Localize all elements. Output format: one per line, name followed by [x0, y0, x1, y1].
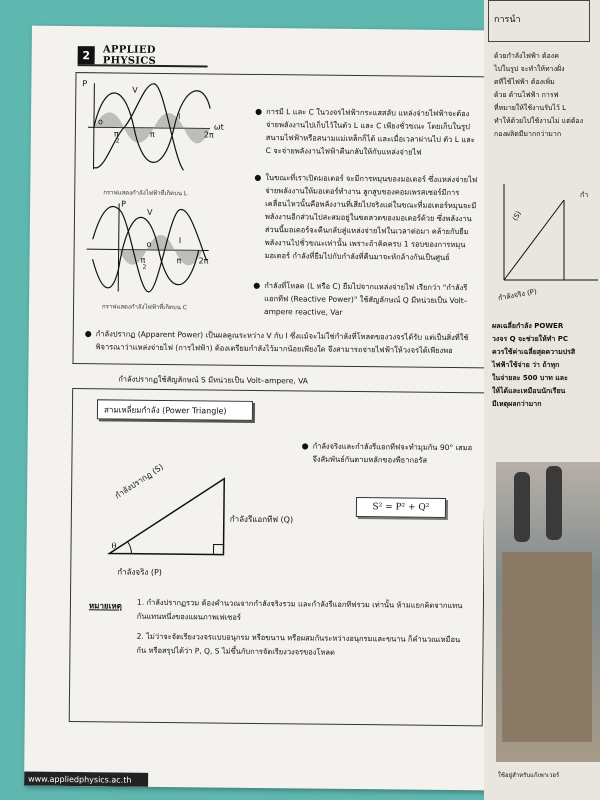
graph1-caption: กราฟแสดงกำลังไฟฟ้าที่เกิดบน L [103, 189, 188, 198]
right-line: ที่หมายให้ใช้งานรับไว้ L [494, 104, 566, 112]
right-mid-line: วงจร Q จะช่วยให้ทำ PC [492, 335, 568, 343]
pythagoras-formula: S² = P² + Q² [356, 497, 446, 518]
power-concepts-box [72, 72, 489, 368]
apparent-unit: กำลังปรากฏใช้สัญลักษณ์ S มีหน่วยเป็น Volt–ampere, VA [118, 374, 308, 386]
graph1-pi-label: π [149, 129, 155, 139]
graph1-ot-label: ωt [213, 122, 224, 132]
insulator-2 [546, 466, 562, 540]
note-item-2: 2. ไม่ว่าจะจัดเรียงวงจรแบบอนุกรม หรือขนาน หรือผสมกันระหว่างอนุกรมและขนาน ก็คำนวณเหมือนกัน หรือสรุปได้ว่า P, Q, S ไม่ขึ้นกับการจัดเรียงวงจรของโหลด [136, 631, 461, 657]
page-header [78, 46, 208, 67]
graph2-p-label: P [121, 199, 127, 209]
right-mid-line: มีเหตุผลกว่ามาก [492, 400, 542, 408]
graph2-v-label: V [146, 207, 153, 217]
right-line: ด้วยกำลังไฟฟ้า ต้องค [494, 52, 559, 60]
graph1-o-label: o [97, 117, 103, 127]
power-triangle-desc: ● กำลังจริงและกำลังรีแอกทีฟจะทำมุมกัน 90° เสมอ จึงสัมพันธ์กันตามหลักของพีธากอรัส [312, 440, 472, 468]
transformer-photo [496, 462, 600, 762]
right-photo-caption: ใช้อยู่สำหรับแก้เพาเวอร์ [498, 772, 560, 779]
graph1-pi2-label: π [113, 129, 119, 139]
axis-p-label: P [82, 79, 88, 89]
graph2-pi2-den: 2 [142, 263, 147, 271]
right-mid-line: ควรใช้ค่าเฉลี่ยสุดความปรสิ [492, 348, 576, 356]
right-line: ตที่ใช้ไฟฟ้า ต้องเพิ่ม [494, 78, 555, 86]
note-item-1: 1. กำลังปรากฏรวม ต้องคำนวณจากกำลังจริงรวม และกำลังรีแอกทีฟรวม เท่านั้น ห้ามแยกคิดจากแทนกันแทนหนึ่งของแผนภาพเฟเซอร์ [136, 597, 463, 622]
right-graph-p-label: กำลังจริง (P) [497, 287, 538, 303]
page-number: 2 [78, 46, 95, 64]
graph2-i-label: I [178, 236, 182, 246]
theta-label: θ [111, 541, 117, 551]
right-graph-q-label: กำ [580, 191, 589, 199]
right-page-mid-lines [492, 320, 600, 411]
bullet-apparent-power: ● กำลังปรากฏ (Apparent Power) เป็นผลคูณระหว่าง V กับ I ซึ่งแม้จะไม่ใช่กำลังที่โหลดของวงจรได้รับ แต่เป็นสิ่งที่ใช้พิจารณาว่าแหล่งจ่ายไฟ (การไฟฟ้า) ต้องเตรียมกำลังไว้มากน้อยเพียงใด จึงสามารถจ่ายไฟฟ้าให้วงจรได้เพียงพอ [96, 327, 476, 357]
right-line: ด้วย ด้านไฟฟ้า การฟ [494, 91, 559, 99]
graph2-o-label: o [146, 239, 152, 249]
insulator-1 [514, 472, 530, 542]
adjacent-page [484, 0, 600, 800]
right-mid-line: ผลเฉลี่ยกำลัง POWER [492, 322, 564, 330]
right-page-top-text: การนำ [494, 15, 521, 25]
notes-heading: หมายเหตุ [88, 601, 122, 611]
right-mid-line: ให้ได้และเหมือนนักเรียน [492, 387, 566, 395]
graph1-2pi-label: 2π [203, 130, 214, 140]
chapter-title: APPLIED PHYSICS [102, 44, 157, 67]
right-mid-line: ไฟฟ้าใช้จ่าย ว่า ถ้าทุก [492, 361, 560, 369]
vertical-label: กำลังรีแอกทีฟ (Q) [229, 514, 294, 525]
footer-url: www.appliedphysics.ac.th [24, 772, 148, 787]
power-triangle-title: สามเหลี่ยมกำลัง (Power Triangle) [97, 399, 253, 421]
hypotenuse-label: กำลังปรากฏ (S) [113, 462, 166, 501]
graph2-2pi-label: 2π [198, 256, 209, 266]
right-line: ไปในรูป จะทำให้ทางฝั่ง [494, 65, 565, 73]
graph1-v-label: V [132, 85, 138, 95]
bullet-lc-energy: ● การมี L และ C ในวงจรไฟฟ้ากระแสสลับ แหล่งจ่ายไฟฟ้าจะต้องจ่ายพลังงานไปเก็บไว้ในตัว L และ C เพียงชั่วขณะ โดยเก็บในรูปสนามไฟฟ้าหรือสนามแม่เหล็กก็ได้ และเมื่อเวลาผ่านไป ตัว L และ C จะจ่ายพลังงานไฟฟ้าคืนกลับให้กับแหล่งจ่ายไฟ [266, 105, 479, 159]
graph2-caption: กราฟแสดงกำลังไฟฟ้าที่เกิดบน C [102, 303, 187, 312]
bullet-reactive-power: ● กำลังที่โหลด (L หรือ C) ยืมไปจากแหล่งจ่ายไฟ เรียกว่า "กำลังรีแอกทีฟ (Reactive Power)" ใช้สัญลักษณ์ Q มีหน่วยเป็น Volt–ampere reactive, Var [264, 279, 476, 320]
graph2-pi2-label: π [140, 255, 146, 265]
bullet-motor: ● ในขณะที่เราเปิดมอเตอร์ จะมีการหมุนของมอเตอร์ ซึ่งแหล่งจ่ายไฟจ่ายพลังงานให้มอเตอร์ทำงาน ลูกสูบของคอมเพรสเซอร์มีการเคลื่อนไหวนั้นคือพลังงานที่เสียไปจริงแต่ในขณะที่มอเตอร์หมุนจะมีพลังงานอีกส่วนไปสะสมอยู่ในขดลวดของมอเตอร์ด้วย ซึ่งพลังงานส่วนนี้มอเตอร์จะคืนกลับสู่แหล่งจ่ายไฟในเวลาต่อมา คล้ายกับยืมพลังงานไปชั่วขณะเท่านั้น เพราะถ้าคิดครบ 1 รอบของการหมุนมอเตอร์ กำลังที่ยืมไปกับกำลังที่คืนมาจะหักล้างกันเป็นศูนย์ [265, 171, 478, 264]
right-line: ทำให้ด้วยไปใช้งานไม่ แต่ต้อง [494, 117, 584, 125]
right-page-lines [494, 50, 600, 141]
right-graph-s-label: (S) [511, 209, 523, 223]
base-label: กำลังจริง (P) [117, 567, 162, 577]
right-mid-line: ในจ่ายละ 500 บาท และ [492, 374, 568, 382]
right-line: กองผลิตมีมากกว่ามาก [494, 130, 562, 138]
transformer-body [502, 552, 592, 742]
power-triangle-box [69, 388, 486, 726]
book-page [24, 26, 494, 791]
graph2-pi-label: π [176, 256, 182, 266]
graph1-pi2-den: 2 [115, 137, 120, 145]
graph1-i-label: I [177, 112, 181, 122]
